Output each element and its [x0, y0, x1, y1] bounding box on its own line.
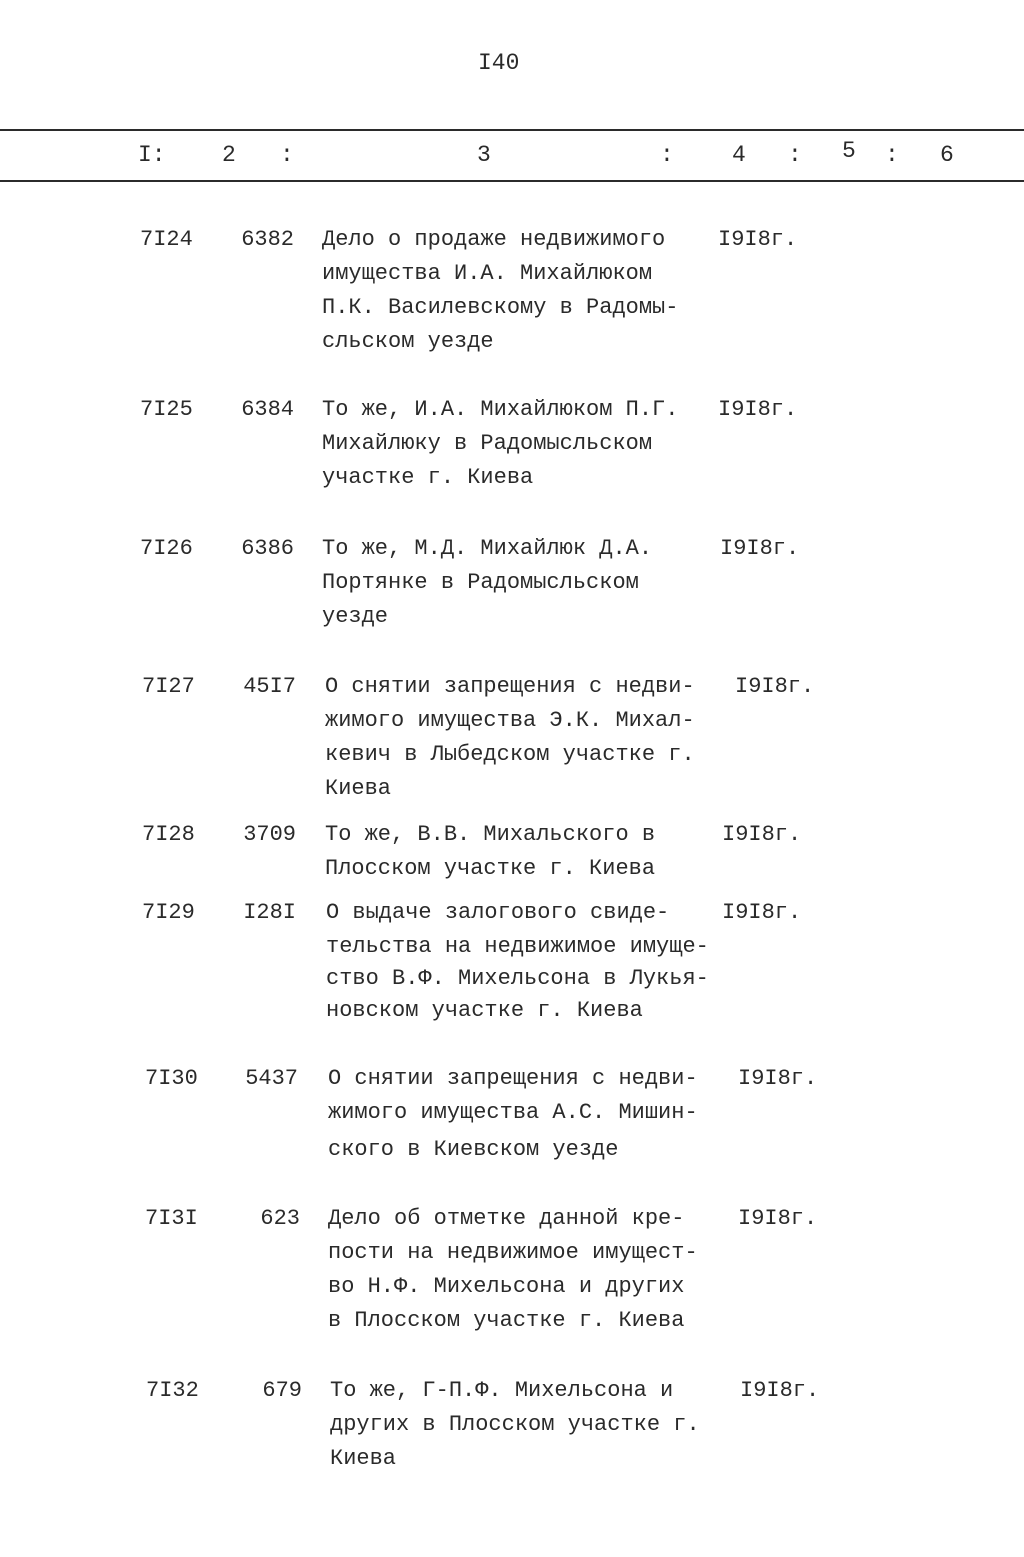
header-separator: : [788, 142, 802, 168]
entry-description: О выдаче залогового свиде- тельства на недвижимое имуще- ство В.Ф. Михельсона в Лукья- новском участке г. Киева [326, 900, 709, 1023]
header-separator: : [660, 142, 674, 168]
table-header [0, 138, 1024, 172]
entry-number: 7I26 [140, 536, 193, 561]
header-col-6: 6 [940, 142, 954, 168]
old-number: 6382 [241, 227, 294, 252]
old-number: I28I [243, 900, 296, 925]
entry-year: I9I8г. [735, 674, 815, 699]
entry-year: I9I8г. [738, 1206, 818, 1231]
header-top-rule [0, 129, 1024, 131]
entry-number: 7I29 [142, 900, 195, 925]
entry-description: О снятии запрещения с недви- жимого имущества Э.К. Михал- кевич в Лыбедском участке г. Киева [325, 674, 695, 801]
header-separator: : [885, 142, 899, 168]
entry-description: Дело об отметке данной кре- пости на недвижимое имущест- во Н.Ф. Михельсона и других в Плосском участке г. Киева [328, 1206, 698, 1333]
entry-year: I9I8г. [722, 822, 802, 847]
header-col-4: 4 [732, 142, 746, 168]
entry-description: О снятии запрещения с недви- жимого имущества А.С. Мишин- ского в Киевском уезде [328, 1066, 698, 1162]
old-number: 6386 [241, 536, 294, 561]
header-col-2: 2 [222, 142, 236, 168]
entry-number: 7I27 [142, 674, 195, 699]
entry-description: То же, Г-П.Ф. Михельсона и других в Плосском участке г. Киева [330, 1378, 700, 1471]
header-col-5: 5 [842, 138, 856, 164]
header-col-3: 3 [477, 142, 491, 168]
entry-year: I9I8г. [718, 397, 798, 422]
entry-year: I9I8г. [722, 900, 802, 925]
page-number: I40 [478, 50, 520, 76]
header-separator: : [280, 142, 294, 168]
entry-number: 7I30 [145, 1066, 198, 1091]
old-number: 623 [260, 1206, 300, 1231]
entry-year: I9I8г. [720, 536, 800, 561]
old-number: 3709 [243, 822, 296, 847]
entry-description: То же, В.В. Михальского в Плосском участке г. Киева [325, 822, 656, 881]
entry-number: 7I28 [142, 822, 195, 847]
entry-description: То же, И.А. Михайлюком П.Г. Михайлюку в Радомысльском участке г. Киева [322, 397, 679, 490]
old-number: 6384 [241, 397, 294, 422]
entry-number: 7I25 [140, 397, 193, 422]
entry-number: 7I24 [140, 227, 193, 252]
old-number: 45I7 [243, 674, 296, 699]
header-bottom-rule [0, 180, 1024, 182]
entry-description: Дело о продаже недвижимого имущества И.А. Михайлюком П.К. Василевскому в Радомы- сльском уезде [322, 227, 679, 354]
entry-description: То же, М.Д. Михайлюк Д.А. Портянке в Радомысльском уезде [322, 536, 653, 629]
old-number: 679 [262, 1378, 302, 1403]
entry-year: I9I8г. [718, 227, 798, 252]
entry-number: 7I32 [146, 1378, 199, 1403]
entry-year: I9I8г. [738, 1066, 818, 1091]
entry-year: I9I8г. [740, 1378, 820, 1403]
old-number: 5437 [245, 1066, 298, 1091]
entry-number: 7I3I [145, 1206, 198, 1231]
header-col-1: I: [138, 142, 166, 168]
